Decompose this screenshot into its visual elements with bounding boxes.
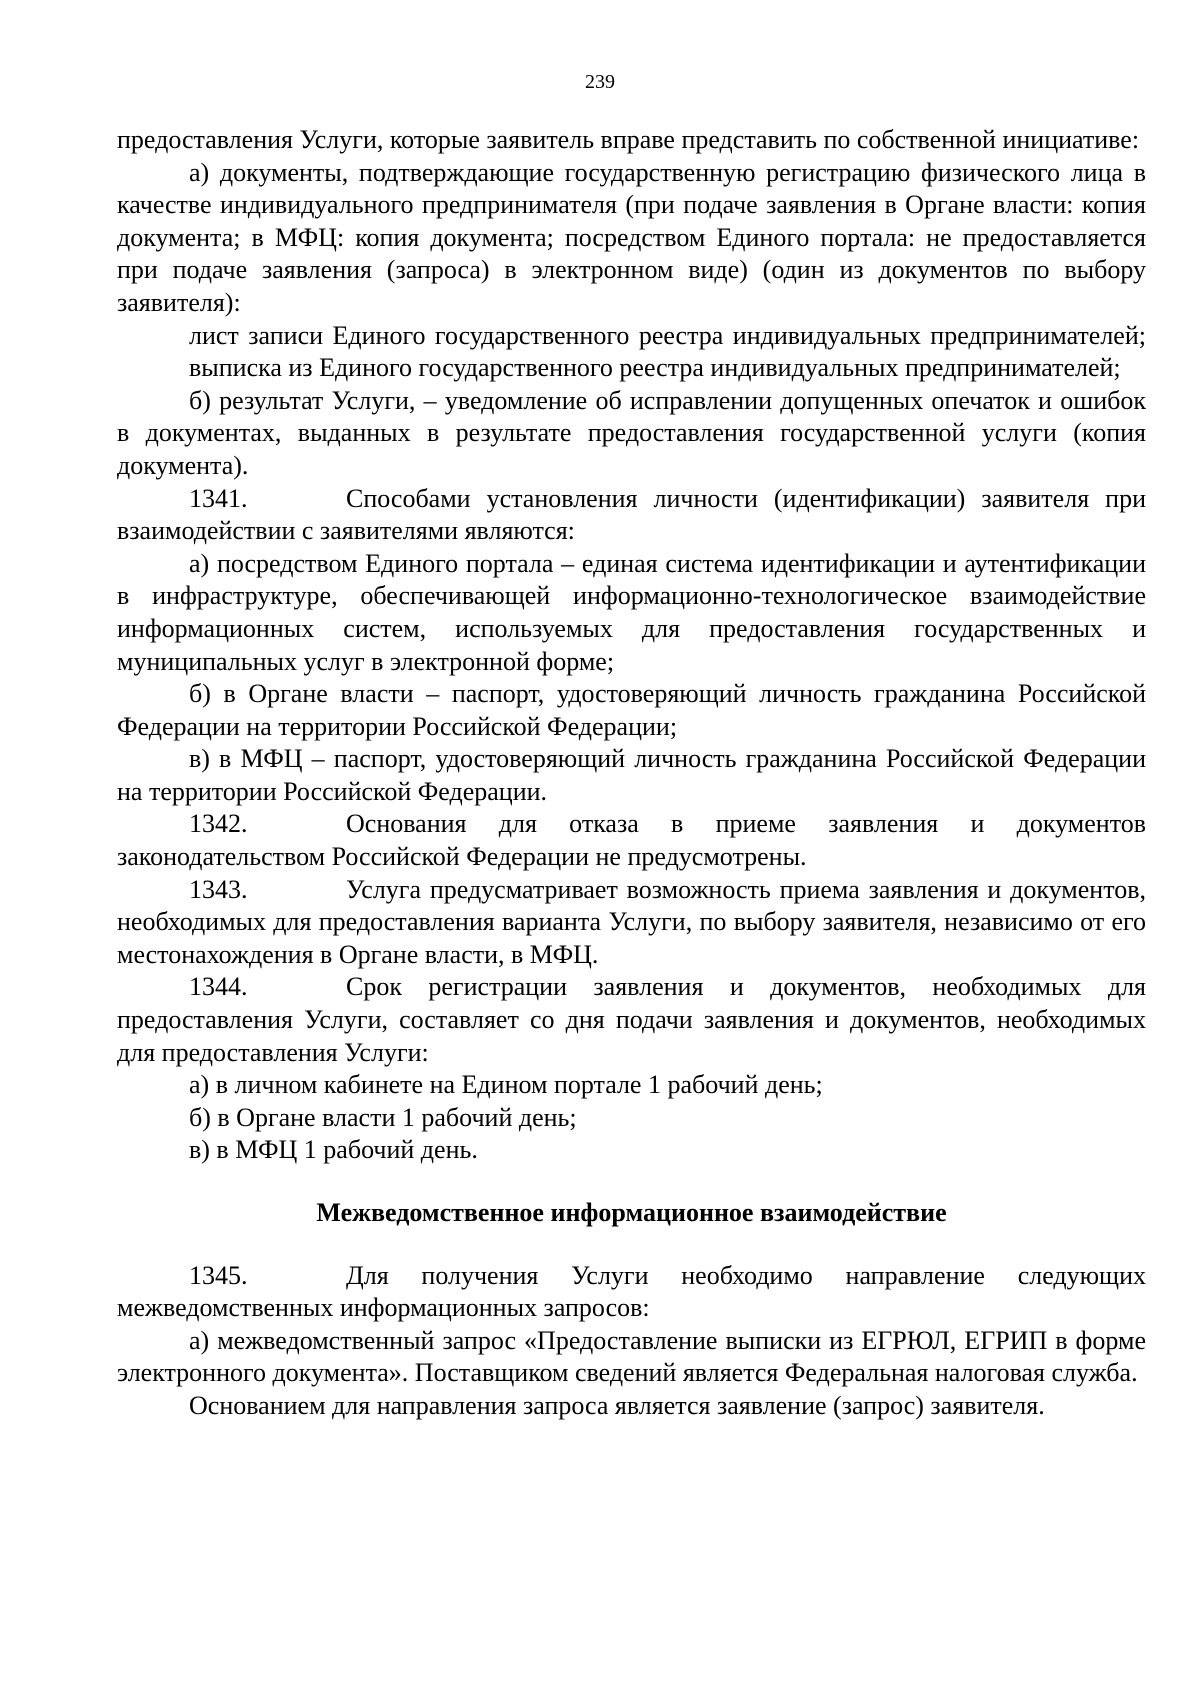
paragraph: предоставления Услуги, которые заявитель вправе представить по собственной инициативе:: [117, 125, 1140, 154]
paragraph-number: 1345.: [189, 1260, 248, 1290]
paragraph-text: Основания для отказа в приеме заявления и документов законодательством Российской Федерации не предусмотрены.: [117, 809, 1146, 872]
document-body: [117, 124, 1146, 1423]
paragraph: б) результат Услуги, – уведомление об исправлении допущенных опечаток и ошибок в документах, выданных в результате предоставления государственной услуги (копия документа).: [117, 385, 1146, 480]
list-item: а) межведомственный запрос «Предоставление выписки из ЕГРЮЛ, ЕГРИП в форме электронного документа». Поставщиком сведений является Федеральная налоговая служба.: [117, 1325, 1146, 1388]
page-number: 239: [585, 71, 615, 93]
numbered-paragraph: [117, 971, 1146, 1069]
paragraph: Основанием для направления запроса является заявление (запрос) заявителя.: [189, 1390, 1045, 1420]
paragraph-text: Способами установления личности (идентификации) заявителя при взаимодействии с заявителями являются:: [117, 483, 1146, 546]
list-item: в) в МФЦ 1 рабочий день.: [189, 1135, 478, 1165]
list-item: выписка из Единого государственного реестра индивидуальных предпринимателей;: [189, 353, 1121, 383]
numbered-paragraph: [117, 874, 1146, 972]
list-item: б) в Органе власти – паспорт, удостоверяющий личность гражданина Российской Федерации на территории Российской Федерации;: [117, 679, 1146, 741]
list-item: лист записи Единого государственного реестра индивидуальных предпринимателей;: [189, 320, 1146, 350]
paragraph-number: 1342.: [189, 809, 248, 839]
numbered-paragraph: [117, 483, 1146, 548]
paragraph-text: Для получения Услуги необходимо направление следующих межведомственных информационных запросов:: [117, 1260, 1146, 1323]
section-heading: Межведомственное информационное взаимодействие: [316, 1198, 947, 1227]
paragraph-number: 1343.: [189, 874, 248, 904]
list-item: а) в личном кабинете на Едином портале 1 рабочий день;: [189, 1070, 823, 1100]
list-item: б) в Органе власти 1 рабочий день;: [189, 1102, 577, 1132]
paragraph: а) документы, подтверждающие государственную регистрацию физического лица в качестве индивидуального предпринимателя (при подаче заявления в Органе власти: копия документа; в МФЦ: копия документа; посредством Единого портала: не предоставляется при подаче заявления (запроса) в электронном виде) (один из документов по выбору заявителя):: [117, 157, 1146, 317]
paragraph-text: Услуга предусматривает возможность приема заявления и документов, необходимых для предоставления варианта Услуги, по выбору заявителя, независимо от его местонахождения в Органе власти, в МФЦ.: [117, 874, 1146, 969]
numbered-paragraph: [117, 808, 1146, 873]
paragraph-number: 1344.: [189, 972, 248, 1002]
paragraph-text: Срок регистрации заявления и документов, необходимых для предоставления Услуги, составляет со дня подачи заявления и документов, необходимых для предоставления Услуги:: [117, 972, 1146, 1067]
list-item: а) посредством Единого портала – единая система идентификации и аутентификации в инфраструктуре, обеспечивающей информационно-технологическое взаимодействие информационных систем, используемых для предоставления государственных и муниципальных услуг в электронной форме;: [117, 548, 1146, 676]
list-item: в) в МФЦ – паспорт, удостоверяющий личность гражданина Российской Федерации на территории Российской Федерации.: [117, 744, 1146, 806]
paragraph-number: 1341.: [189, 483, 248, 513]
numbered-paragraph: [117, 1260, 1146, 1325]
